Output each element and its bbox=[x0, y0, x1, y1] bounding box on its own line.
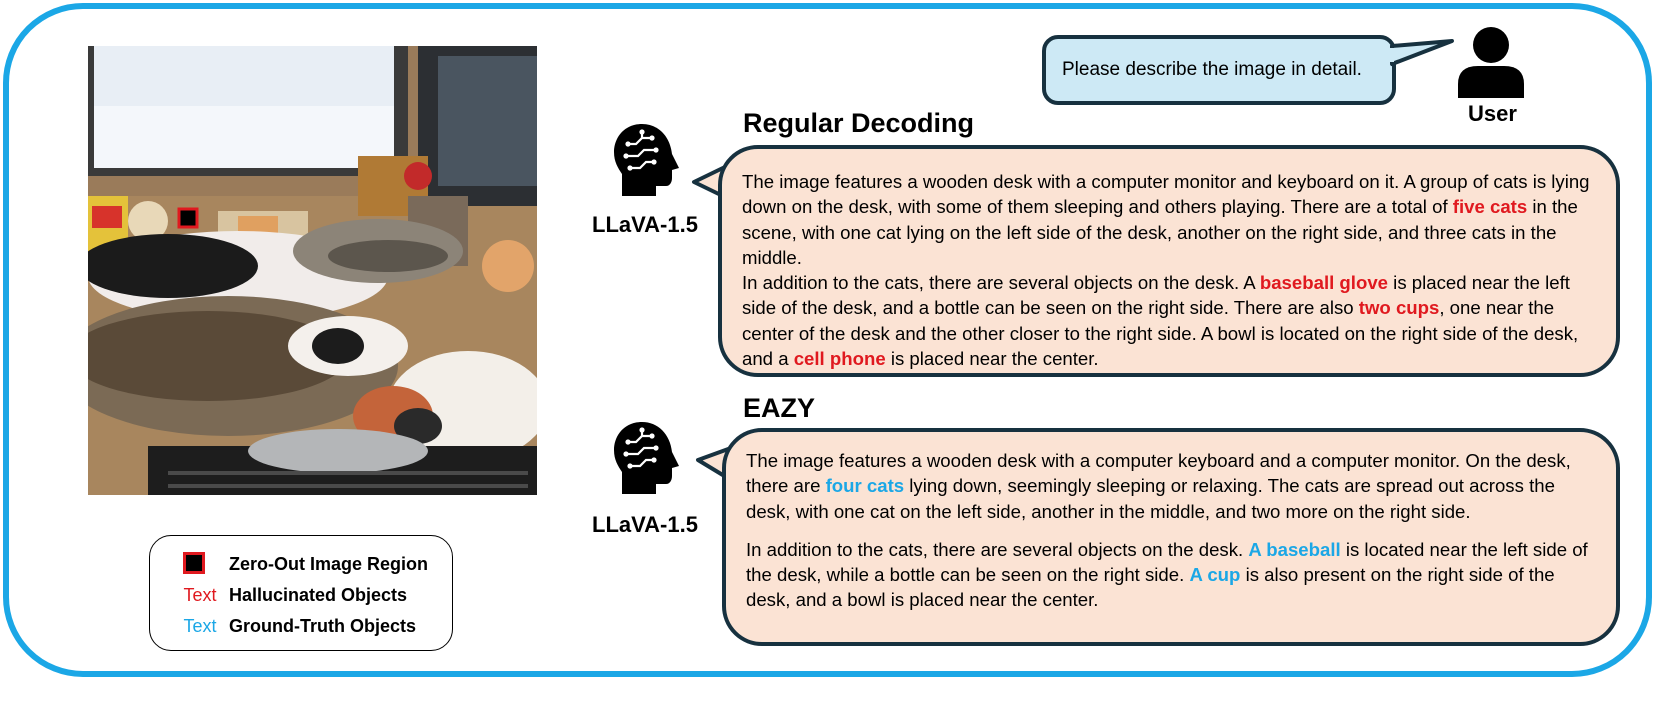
legend-row-hallucinated bbox=[150, 582, 452, 608]
hallucinated-object: five cats bbox=[1452, 196, 1528, 218]
eazy-text: is also present on the right side of the desk, and a bowl is placed near the center. bbox=[746, 564, 1555, 611]
ground-truth-object: four cats bbox=[825, 475, 905, 497]
eazy-answer bbox=[722, 428, 1620, 646]
user-prompt-text: Please describe the image in detail. bbox=[1062, 59, 1362, 80]
hallucinated-object: baseball glove bbox=[1259, 272, 1389, 294]
eazy-text: In addition to the cats, there are several objects on the desk. bbox=[746, 538, 1249, 560]
ground-truth-object: A baseball bbox=[1248, 538, 1341, 560]
user-label: User bbox=[1468, 101, 1517, 126]
eazy-model-label: LLaVA-1.5 bbox=[592, 512, 698, 537]
legend-hallucinated-key: Text bbox=[183, 585, 217, 605]
legend-ground-truth-label: Ground-Truth Objects bbox=[229, 616, 416, 636]
eazy-paragraph-2 bbox=[746, 537, 1602, 613]
regular-paragraph-2 bbox=[742, 270, 1602, 371]
user-prompt-bubble bbox=[1042, 35, 1396, 105]
brain-head-icon bbox=[612, 122, 682, 198]
regular-decoding-title: Regular Decoding bbox=[743, 108, 975, 138]
regular-model-label: LLaVA-1.5 bbox=[592, 212, 698, 237]
legend-hallucinated-label: Hallucinated Objects bbox=[229, 585, 408, 605]
cats-on-desk-photo bbox=[88, 46, 537, 495]
user-icon bbox=[1456, 26, 1526, 98]
brain-head-icon bbox=[612, 420, 682, 496]
hallucinated-object: two cups bbox=[1358, 297, 1440, 319]
regular-text: in the scene, with one cat lying on the left side of the desk, another on the right side, and three cats in the middle. bbox=[742, 196, 1578, 268]
eazy-text: lying down, seemingly sleeping or relaxing. The cats are spread out across the desk, with one cat on the left side, another in the middle, and two more on the right side. bbox=[746, 475, 1555, 522]
regular-text: The image features a wooden desk with a computer monitor and keyboard on it. A group of cats is lying down on the desk, with some of them sleeping and others playing. There are a total of bbox=[742, 171, 1590, 218]
eazy-paragraph-1 bbox=[746, 448, 1602, 524]
zero-out-swatch bbox=[183, 552, 205, 574]
prompt-bubble-tail bbox=[1392, 38, 1462, 78]
regular-text: , one near the center of the desk and the other closer to the right side. A bowl is located on the right side of the desk, and a bbox=[742, 297, 1579, 370]
regular-text: is placed near the center. bbox=[885, 348, 1099, 370]
regular-paragraph-1 bbox=[742, 169, 1602, 270]
legend-row-zero-out bbox=[150, 551, 452, 577]
input-image bbox=[88, 46, 537, 495]
legend-zero-out-label: Zero-Out Image Region bbox=[229, 554, 429, 574]
eazy-title: EAZY bbox=[743, 393, 816, 423]
regular-text: is placed near the left side of the desk, and a bottle can be seen on the right side. There are also bbox=[742, 272, 1570, 319]
legend-ground-truth-key: Text bbox=[183, 616, 217, 636]
eazy-text: is located near the left side of the desk, while a bottle can be seen on the right side. bbox=[746, 538, 1588, 586]
legend bbox=[149, 535, 453, 651]
regular-text: In addition to the cats, there are several objects on the desk. A bbox=[742, 272, 1260, 294]
zero-out-region bbox=[179, 209, 197, 227]
regular-decoding-answer bbox=[718, 145, 1620, 377]
ground-truth-object: A cup bbox=[1189, 564, 1241, 586]
legend-row-ground-truth bbox=[150, 613, 452, 639]
hallucinated-object: cell phone bbox=[793, 348, 886, 370]
eazy-text: The image features a wooden desk with a computer keyboard and a computer monitor. On the desk, there are bbox=[746, 450, 1571, 497]
